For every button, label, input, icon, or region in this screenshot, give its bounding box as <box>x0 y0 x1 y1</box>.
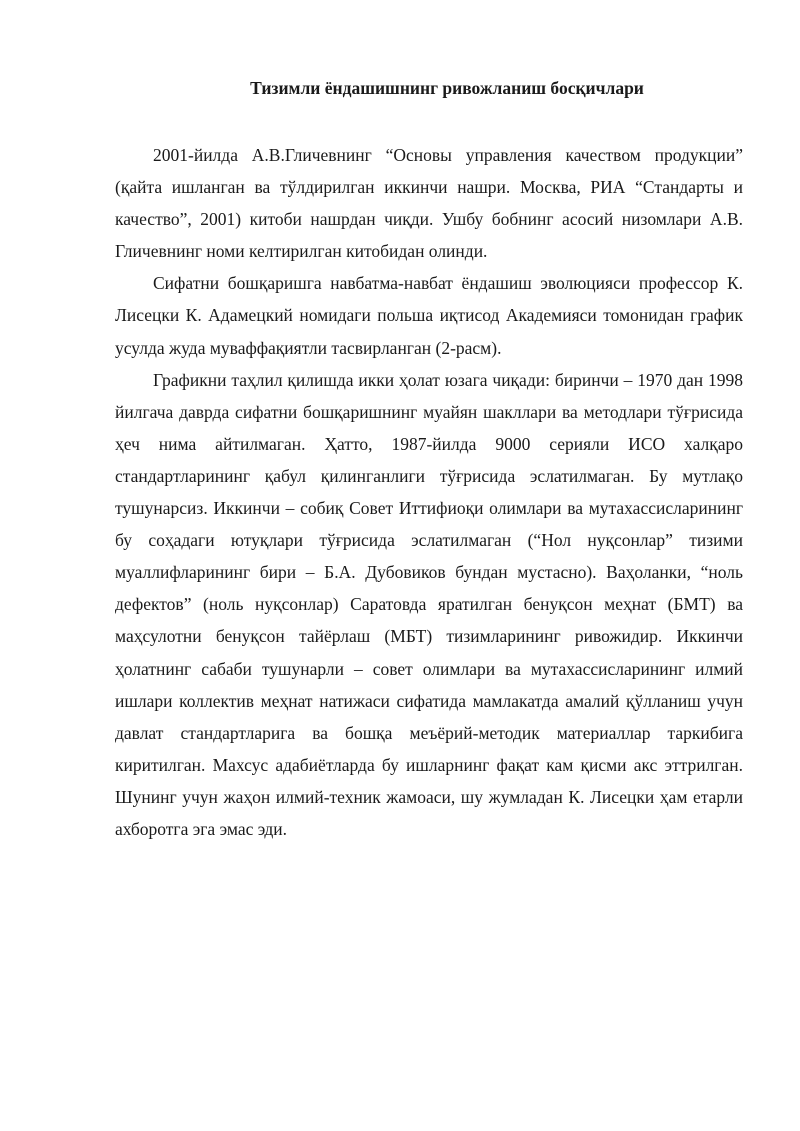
page-title: Тизимли ёндашишнинг ривожланиш босқичлари <box>250 78 644 98</box>
paragraph-2: Сифатни бошқаришга навбатма-навбат ёндашиш эволюцияси профессор К. Лисецки К. Адамецкий номидаги польша иқтисод Академияси томонидан график усулда жуда муваффақиятли тасвирланган (2-расм). <box>115 273 743 358</box>
document-body <box>115 139 743 845</box>
paragraph-1: 2001-йилда А.В.Гличевнинг “Основы управления качеством продукции” (қайта ишланган ва тўлдирилган иккинчи нашри. Москва, РИА “Стандарты и качество”, 2001) китоби нашрдан чиқди. Ушбу бобнинг асосий низомлари А.В. Гличевнинг номи келтирилган китобидан олинди. <box>115 145 743 262</box>
paragraph-3: Графикни таҳлил қилишда икки ҳолат юзага чиқади: биринчи – 1970 дан 1998 йилгача даврда сифатни бошқаришнинг муайян шакллари ва методлари тўғрисида ҳеч нима айтилмаган. Ҳатто, 1987-йилда 9000 серияли ИСО халқаро стандартларининг қабул қилинганлиги тўғрисида эслатилмаган. Бу мутлақо тушунарсиз. Иккинчи – собиқ Совет Иттифиоқи олимлари ва мутахассисларининг бу соҳадаги ютуқлари тўғрисида эслатилмаган (“Нол нуқсонлар” тизими муаллифларининг бири – Б.А. Дубовиков бундан мустасно). Ваҳоланки, “ноль дефектов” (ноль нуқсонлар) Саратовда яратилган бенуқсон меҳнат (БМТ) ва маҳсулотни бенуқсон тайёрлаш (МБТ) тизимларининг ривожидир. Иккинчи ҳолатнинг сабаби тушунарли – совет олимлари ва мутахассисларининг илмий ишлари коллектив меҳнат натижаси сифатида мамлакатда амалий қўлланиш учун давлат стандартларига ва бошқа меъёрий-методик материаллар таркибига киритилган. Махсус адабиётларда бу ишларнинг фақат кам қисми акс эттрилган. Шунинг учун жаҳон илмий-техник жамоаси, шу жумладан К. Лисецки ҳам етарли ахборотга эга эмас эди. <box>115 369 743 839</box>
